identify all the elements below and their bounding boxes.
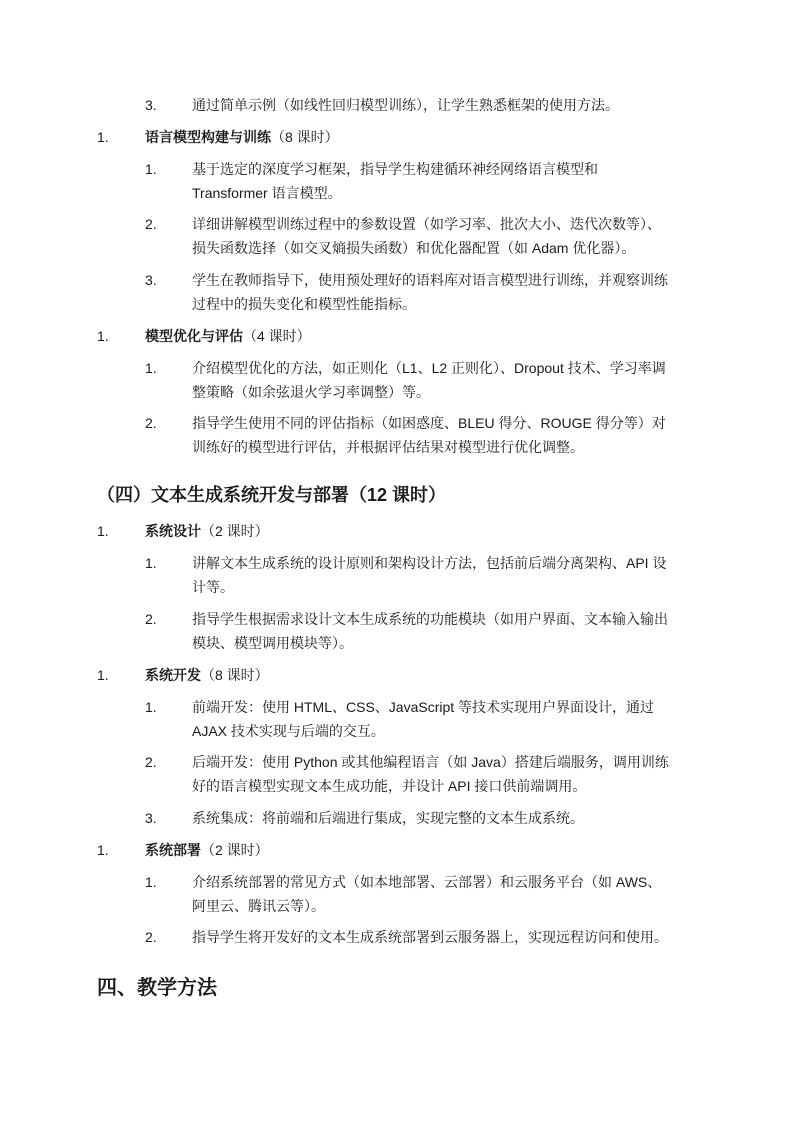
section-heading-system-design xyxy=(145,519,269,543)
section-heading-system-deployment xyxy=(145,838,269,862)
list-number: 3. xyxy=(145,272,157,288)
list-number: 1. xyxy=(145,161,157,177)
subsection-heading: （四）文本生成系统开发与部署（12 课时） xyxy=(97,485,447,505)
section-heading-system-development xyxy=(145,663,269,687)
list-number: 3. xyxy=(145,810,157,826)
section-hours: （8 课时） xyxy=(271,129,339,145)
list-number: 1. xyxy=(145,360,157,376)
list-item-text-continued: 模块、模型调用模块等）。 xyxy=(192,635,353,651)
list-item-text-continued: 过程中的损失变化和模型性能指标。 xyxy=(192,296,416,312)
list-item-text: 讲解文本生成系统的设计原则和架构设计方法，包括前后端分离架构、API 设 xyxy=(192,555,667,571)
list-item-text: 指导学生将开发好的文本生成系统部署到云服务器上，实现远程访问和使用。 xyxy=(192,929,668,945)
section-heading-language-model xyxy=(145,125,339,149)
list-item-text-continued: 损失函数选择（如交叉熵损失函数）和优化器配置（如 Adam 优化器）。 xyxy=(192,240,636,256)
section-number: 1. xyxy=(97,328,109,344)
list-number: 1. xyxy=(145,874,157,890)
section-hours: （4 课时） xyxy=(243,328,311,344)
list-item-text-continued: 训练好的模型进行评估，并根据评估结果对模型进行优化调整。 xyxy=(192,439,584,455)
list-item-text: 指导学生根据需求设计文本生成系统的功能模块（如用户界面、文本输入输出 xyxy=(192,611,668,627)
section-number: 1. xyxy=(97,129,109,145)
section-hours: （2 课时） xyxy=(201,842,269,858)
list-item-text-continued: 好的语言模型实现文本生成功能，并设计 API 接口供前端调用。 xyxy=(192,778,587,794)
list-item-text: 指导学生使用不同的评估指标（如困惑度、BLEU 得分、ROUGE 得分等）对 xyxy=(192,415,666,431)
section-title: 语言模型构建与训练 xyxy=(145,129,271,145)
list-item-text-continued: 整策略（如余弦退火学习率调整）等。 xyxy=(192,384,430,400)
list-number: 2. xyxy=(145,929,157,945)
section-number: 1. xyxy=(97,667,109,683)
list-item-text: 前端开发：使用 HTML、CSS、JavaScript 等技术实现用户界面设计，通过 xyxy=(192,699,655,715)
list-number: 3. xyxy=(145,97,157,113)
list-item-text: 详细讲解模型训练过程中的参数设置（如学习率、批次大小、迭代次数等）、 xyxy=(192,216,661,232)
section-hours: （2 课时） xyxy=(201,523,269,539)
list-item-text: 学生在教师指导下，使用预处理好的语料库对语言模型进行训练，并观察训练 xyxy=(192,272,668,288)
list-number: 1. xyxy=(145,555,157,571)
section-title: 系统设计 xyxy=(145,523,201,539)
section-hours: （8 课时） xyxy=(201,667,269,683)
list-item-text-continued: 阿里云、腾讯云等）。 xyxy=(192,898,325,914)
list-item-text: 后端开发：使用 Python 或其他编程语言（如 Java）搭建后端服务，调用训练 xyxy=(192,754,669,770)
list-item-text: 介绍系统部署的常见方式（如本地部署、云部署）和云服务平台（如 AWS、 xyxy=(192,874,662,890)
list-item-text: 通过简单示例（如线性回归模型训练），让学生熟悉框架的使用方法。 xyxy=(192,97,619,113)
list-item-text-continued: Transformer 语言模型。 xyxy=(192,185,342,201)
main-section-heading: 四、教学方法 xyxy=(97,975,217,999)
section-number: 1. xyxy=(97,523,109,539)
list-number: 2. xyxy=(145,754,157,770)
section-number: 1. xyxy=(97,842,109,858)
section-title: 模型优化与评估 xyxy=(145,328,243,344)
list-item-text: 介绍模型优化的方法，如正则化（L1、L2 正则化）、Dropout 技术、学习率调 xyxy=(192,360,666,376)
section-title: 系统开发 xyxy=(145,667,201,683)
list-number: 2. xyxy=(145,611,157,627)
list-item-text-continued: AJAX 技术实现与后端的交互。 xyxy=(192,723,385,739)
list-number: 2. xyxy=(145,415,157,431)
section-heading-model-optimization xyxy=(145,324,311,348)
list-number: 1. xyxy=(145,699,157,715)
list-item-text: 基于选定的深度学习框架，指导学生构建循环神经网络语言模型和 xyxy=(192,161,598,177)
section-title: 系统部署 xyxy=(145,842,201,858)
list-item-text: 系统集成：将前端和后端进行集成，实现完整的文本生成系统。 xyxy=(192,810,584,826)
list-item-text-continued: 计等。 xyxy=(192,579,234,595)
list-number: 2. xyxy=(145,216,157,232)
